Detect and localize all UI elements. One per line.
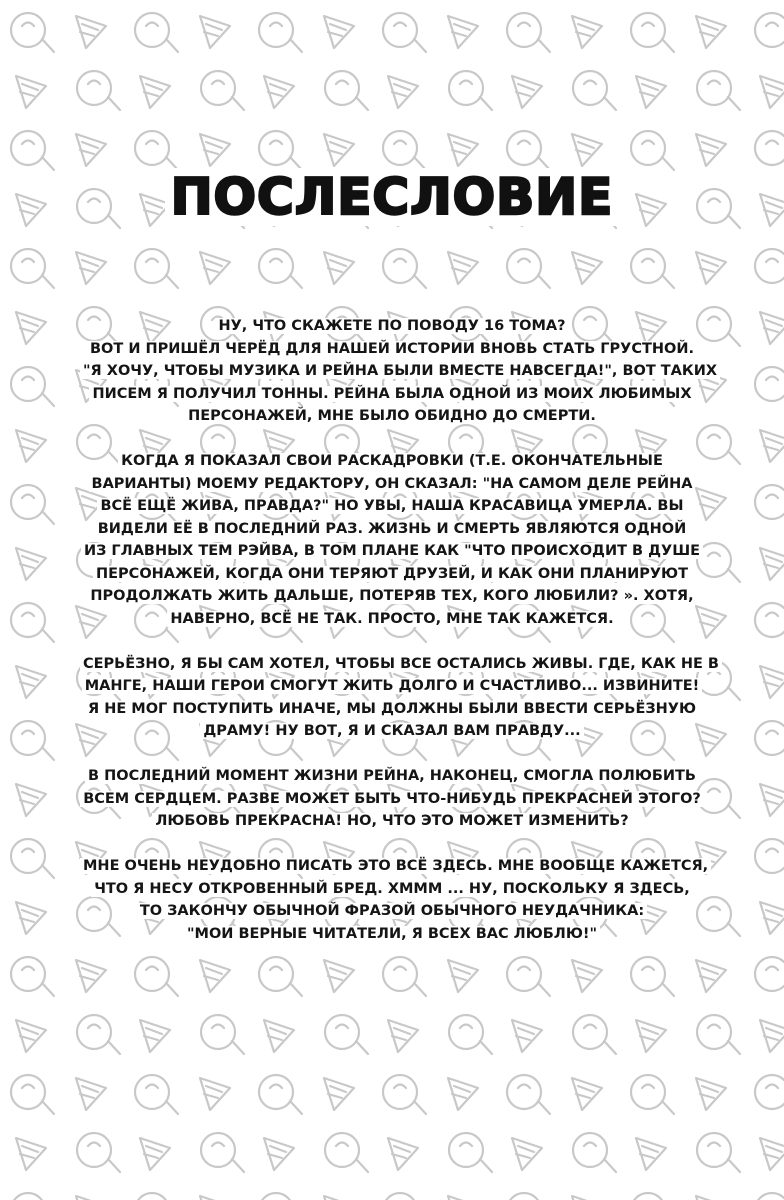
text-line: [80, 473, 704, 496]
text-line: [80, 563, 704, 586]
text-line-content: ПРОДОЛЖАТЬ ЖИТЬ ДАЛЬШЕ, ПОТЕРЯВ ТЕХ, КОГО ЛЮБИЛИ? ». ХОТЯ,: [87, 588, 696, 604]
paragraph: [80, 765, 704, 833]
text-line: [80, 675, 704, 698]
text-line-content: ТО ЗАКОНЧУ ОБЫЧНОЙ ФРАЗОЙ ОБЫЧНОГО НЕУДАЧНИКА:: [137, 903, 647, 919]
paragraph: [80, 315, 718, 428]
text-line: [80, 923, 704, 946]
text-line-content: ПЕРСОНАЖЕЙ, КОГДА ОНИ ТЕРЯЮТ ДРУЗЕЙ, И КАК ОНИ ПЛАНИРУЮТ: [93, 566, 691, 582]
text-line: [80, 765, 704, 788]
title-text: ПОСЛЕСЛОВИЕ: [165, 168, 620, 226]
text-line-content: ЧТО Я НЕСУ ОТКРОВЕННЫЙ БРЕД. ХМММ ... НУ, ПОСКОЛЬКУ Я ЗДЕСЬ,: [91, 881, 693, 897]
text-line: [80, 900, 704, 923]
text-line: [80, 585, 704, 608]
text-line: [80, 360, 718, 383]
text-line: [80, 608, 704, 631]
text-line: [80, 540, 704, 563]
text-line-content: "Я ХОЧУ, ЧТОБЫ МУЗИКА И РЕЙНА БЫЛИ ВМЕСТЕ НАВСЕГДА!", ВОТ ТАКИХ: [80, 363, 720, 379]
text-line-content: ДРАМУ! НУ ВОТ, Я И СКАЗАЛ ВАМ ПРАВДУ...: [200, 723, 583, 739]
text-line-content: ВАРИАНТЫ) МОЕМУ РЕДАКТОРУ, ОН СКАЗАЛ: "НА САМОМ ДЕЛЕ РЕЙНА: [89, 476, 696, 492]
text-line-content: МНЕ ОЧЕНЬ НЕУДОБНО ПИСАТЬ ЭТО ВСЁ ЗДЕСЬ. МНЕ ВООБЩЕ КАЖЕТСЯ,: [80, 858, 711, 874]
text-line-content: ПИСЕМ Я ПОЛУЧИЛ ТОННЫ. РЕЙНА БЫЛА ОДНОЙ ИЗ МОИХ ЛЮБИМЫХ: [89, 386, 694, 402]
afterword-body: [80, 315, 719, 968]
text-line-content: НАВЕРНО, ВСЁ НЕ ТАК. ПРОСТО, МНЕ ТАК КАЖЕТСЯ.: [167, 611, 616, 627]
text-line: [80, 450, 704, 473]
text-line: [80, 788, 704, 811]
text-line-content: СЕРЬЁЗНО, Я БЫ САМ ХОТЕЛ, ЧТОБЫ ВСЕ ОСТАЛИСЬ ЖИВЫ. ГДЕ, КАК НЕ В: [80, 656, 722, 672]
text-line-content: "МОИ ВЕРНЫЕ ЧИТАТЕЛИ, Я ВСЕХ ВАС ЛЮБЛЮ!": [184, 926, 600, 942]
text-line: [80, 698, 704, 721]
text-line: [80, 338, 704, 361]
text-line: [80, 315, 704, 338]
page-title: [0, 168, 784, 226]
text-line: [80, 810, 704, 833]
text-line-content: ВОТ И ПРИШЁЛ ЧЕРЁД ДЛЯ НАШЕЙ ИСТОРИИ ВНОВЬ СТАТЬ ГРУСТНОЙ.: [87, 341, 697, 357]
paragraph: [80, 653, 719, 743]
text-line: [80, 653, 719, 676]
text-line-content: ЛЮБОВЬ ПРЕКРАСНА! НО, ЧТО ЭТО МОЖЕТ ИЗМЕНИТЬ?: [152, 813, 631, 829]
text-line: [80, 495, 704, 518]
paragraph: [80, 450, 704, 630]
text-line-content: ВИДЕЛИ ЕЁ В ПОСЛЕДНИЙ РАЗ. ЖИЗНЬ И СМЕРТЬ ЯВЛЯЮТСЯ ОДНОЙ: [95, 521, 690, 537]
text-line: [80, 518, 704, 541]
text-line-content: ИЗ ГЛАВНЫХ ТЕМ РЭЙВА, В ТОМ ПЛАНЕ КАК "ЧТО ПРОИСХОДИТ В ДУШЕ: [81, 543, 703, 559]
text-line-content: В ПОСЛЕДНИЙ МОМЕНТ ЖИЗНИ РЕЙНА, НАКОНЕЦ, СМОГЛА ПОЛЮБИТЬ: [85, 768, 699, 784]
text-line-content: ВСЁ ЕЩЁ ЖИВА, ПРАВДА?" НО УВЫ, НАША КРАСАВИЦА УМЕРЛА. ВЫ: [97, 498, 686, 514]
text-line: [80, 855, 709, 878]
text-line: [80, 405, 704, 428]
text-line-content: КОГДА Я ПОКАЗАЛ СВОИ РАСКАДРОВКИ (Т.Е. ОКОНЧАТЕЛЬНЫЕ: [118, 453, 666, 469]
text-line-content: ВСЕМ СЕРДЦЕМ. РАЗВЕ МОЖЕТ БЫТЬ ЧТО-НИБУДЬ ПРЕКРАСНЕЙ ЭТОГО?: [80, 791, 704, 807]
paragraph: [80, 855, 709, 945]
text-line: [80, 383, 704, 406]
text-line: [80, 878, 704, 901]
text-line-content: ПЕРСОНАЖЕЙ, МНЕ БЫЛО ОБИДНО ДО СМЕРТИ.: [185, 408, 599, 424]
text-line-content: Я НЕ МОГ ПОСТУПИТЬ ИНАЧЕ, МЫ ДОЛЖНЫ БЫЛИ ВВЕСТИ СЕРЬЁЗНУЮ: [85, 701, 699, 717]
text-line: [80, 720, 704, 743]
text-line-content: МАНГЕ, НАШИ ГЕРОИ СМОГУТ ЖИТЬ ДОЛГО И СЧАСТЛИВО... ИЗВИНИТЕ!: [82, 678, 702, 694]
text-line-content: НУ, ЧТО СКАЖЕТЕ ПО ПОВОДУ 16 ТОМА?: [215, 318, 568, 334]
